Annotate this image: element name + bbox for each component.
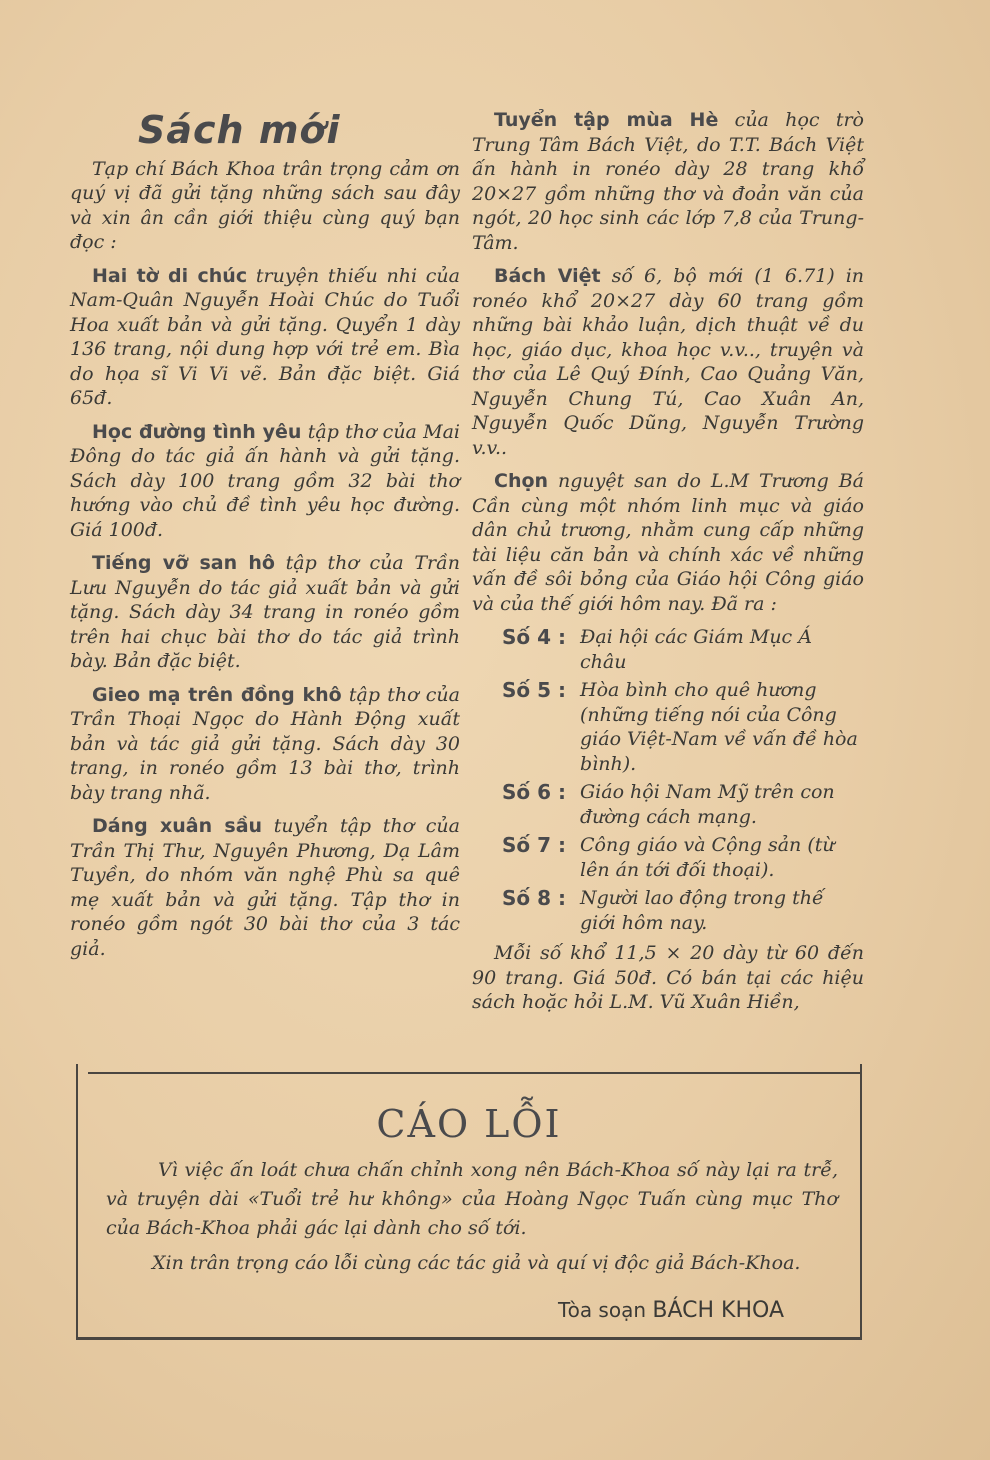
book-description: nguyệt san do L.M Trương Bá Cần cùng một nhóm linh mục và giáo dân chủ trương, nhằm cung cấp những tài liệu căn bản và chính xác về những vấn đề sôi bỏng của Giáo hội Công giáo và của thế giới hôm nay. Đã ra : (472, 470, 864, 615)
book-entry (472, 469, 864, 616)
book-description: tập thơ của Trần Lưu Nguyễn do tác giả xuất bản và gửi tặng. Sách dày 34 trang in ronéo gồm trên hai chục bài thơ do tác giả trình bày. Bản đặc biệt. (70, 552, 460, 672)
issue-item (502, 886, 864, 935)
notice-body: Vì việc ấn loát chưa chấn chỉnh xong nên Bách-Khoa số này lại ra trễ, và truyện dài «Tuổi trẻ hư không» của Hoàng Ngọc Tuấn cùng mục Thơ của Bách-Khoa phải gác lại dành cho số tới. (106, 1159, 838, 1239)
right-column (472, 108, 864, 1024)
issue-list (502, 625, 864, 935)
book-description: truyện thiếu nhi của Nam-Quân Nguyễn Hoài Chúc do Tuổi Hoa xuất bản và gửi tặng. Quyển 1 dày 136 trang, nội dung hợp với trẻ em. Bìa do họa sĩ Vi Vi vẽ. Bản đặc biệt. Giá 65đ. (70, 264, 460, 409)
book-title: Gieo mạ trên đồng khô (92, 683, 342, 706)
notice-title: CÁO LỖI (376, 1102, 562, 1146)
book-entry (472, 264, 864, 460)
book-description: của học trò Trung Tâm Bách Việt, do T.T. Bách Việt ấn hành in ronéo dày 28 trang khổ 20×27 gồm những thơ và đoản văn của ngót, 20 học sinh các lớp 7,8 của Trung-Tâm. (472, 109, 864, 254)
issue-number: Số 5 : (502, 678, 566, 702)
book-entry (70, 551, 460, 674)
issue-number: Số 6 : (502, 780, 566, 804)
section-heading: Sách mới (138, 108, 341, 152)
issue-number: Số 4 : (502, 625, 566, 649)
book-title: Tiếng vỡ san hô (92, 552, 275, 574)
issue-text: Người lao động trong thế giới hôm nay. (580, 887, 824, 934)
book-description: số 6, bộ mới (1 6.71) in ronéo khổ 20×27 dày 60 trang gồm những bài khảo luận, dịch thuật về du học, giáo dục, khoa học v.v.., truyện và thơ của Lê Quý Đính, Cao Quảng Văn, Nguyễn Chung Tú, Cao Xuân An, Nguyễn Quốc Dũng, Nguyễn Trường v.v.. (472, 265, 865, 459)
book-title: Chọn (494, 470, 549, 492)
signature-prefix: Tòa soạn (557, 1298, 647, 1322)
issue-text: Giáo hội Nam Mỹ trên con đường cách mạng. (580, 781, 835, 828)
notice-apology: Xin trân trọng cáo lỗi cùng các tác giả và quí vị độc giả Bách-Khoa. (152, 1252, 801, 1274)
book-entry (70, 264, 460, 411)
notice-signature (558, 1298, 784, 1323)
book-description: tập thơ của Trần Thoại Ngọc do Hành Động xuất bản và tác giả gửi tặng. Sách dày 30 trang, in ronéo gồm 13 bài thơ, trình bày trang nhã. (70, 683, 460, 804)
closing-paragraph: Mỗi số khổ 11,5 × 20 dày từ 60 đến 90 trang. Giá 50đ. Có bán tại các hiệu sách hoặc hỏi L.M. Vũ Xuân Hiền, (472, 942, 864, 1013)
issue-text: Đại hội các Giám Mục Á châu (580, 626, 812, 673)
left-column (70, 108, 460, 970)
book-title: Tuyển tập mùa Hè (494, 109, 719, 131)
issue-item (502, 625, 864, 674)
issue-number: Số 7 : (502, 833, 566, 857)
book-entry (70, 814, 460, 961)
book-title: Học đường tình yêu (92, 420, 302, 443)
issue-item (502, 678, 864, 776)
book-entry (472, 108, 864, 255)
issue-item (502, 833, 864, 882)
signature-name: BÁCH KHOA (652, 1298, 784, 1323)
book-title: Bách Việt (494, 265, 601, 287)
issue-item (502, 780, 864, 829)
book-entry (70, 420, 460, 543)
issue-text: Hòa bình cho quê hương (những tiếng nói của Công giáo Việt-Nam về vấn đề hòa bình). (580, 679, 858, 775)
issue-number: Số 8 : (502, 886, 566, 910)
book-description: tuyển tập thơ của Trần Thị Thư, Nguyên Phương, Dạ Lâm Tuyền, do nhóm văn nghệ Phù sa quê mẹ xuất bản và gửi tặng. Tập thơ in ronéo gồm ngót 30 bài thơ của 3 tác giả. (70, 815, 460, 960)
notice-box (76, 1064, 862, 1340)
issue-text: Công giáo và Cộng sản (từ lên án tới đối thoại). (580, 834, 835, 881)
book-description: tập thơ của Mai Đông do tác giả ấn hành và gửi tặng. Sách dày 100 trang gồm 32 bài thơ hướng vào chủ đề tình yêu học đường. Giá 100đ. (70, 420, 460, 541)
book-entry (70, 683, 460, 806)
intro-paragraph: Tạp chí Bách Khoa trân trọng cảm ơn quý vị đã gửi tặng những sách sau đây và xin ân cần giới thiệu cùng quý bạn đọc : (70, 157, 460, 253)
book-title: Dáng xuân sầu (92, 815, 263, 837)
book-title: Hai tờ di chúc (92, 264, 248, 287)
